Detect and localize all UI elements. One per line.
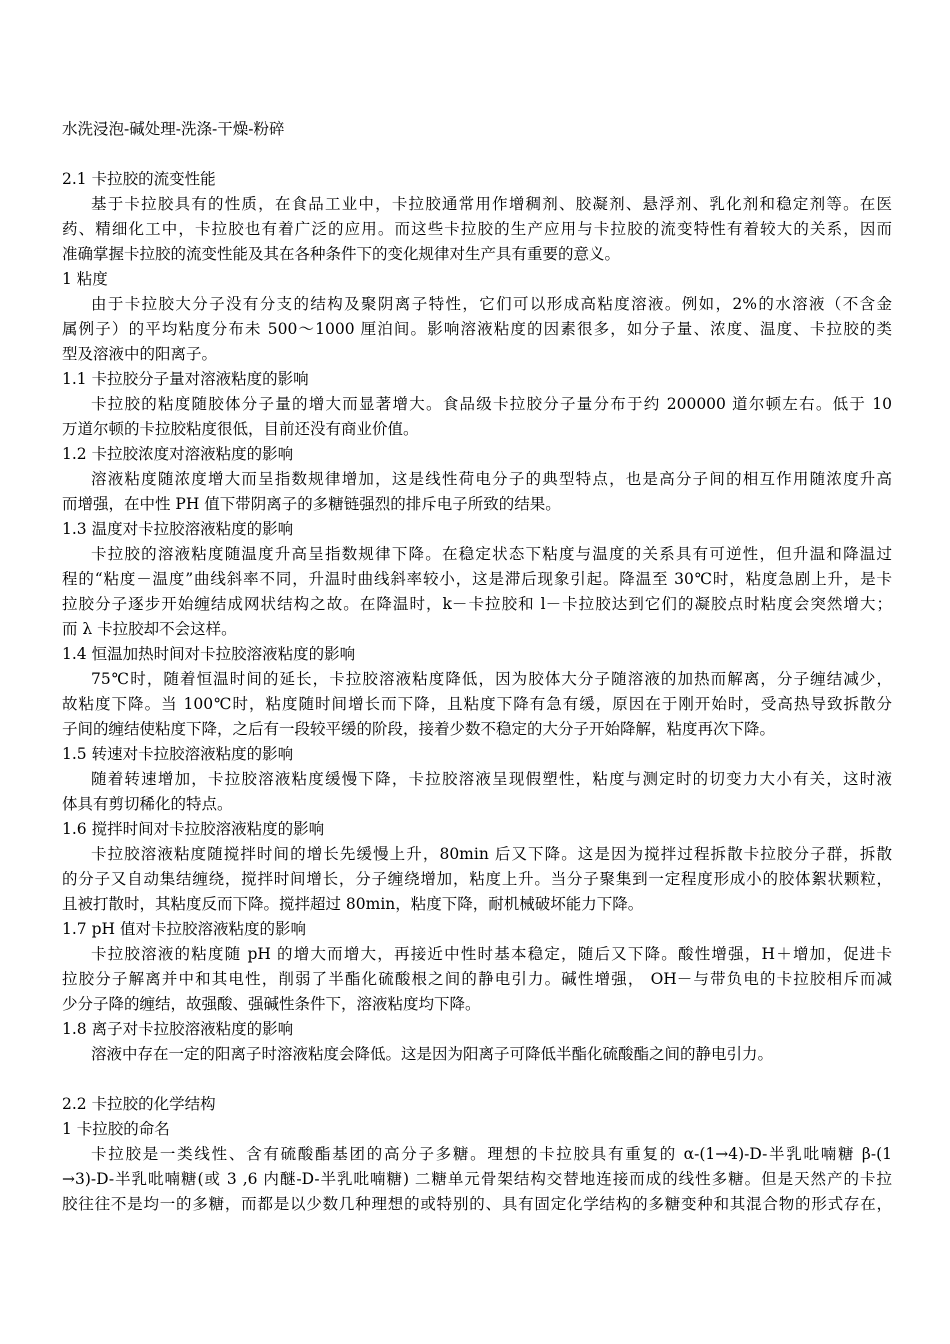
paragraph-line: 卡拉胶是一类线性、含有硫酸酯基团的高分子多糖。理想的卡拉胶具有重复的 α-(1→4)-D-半乳吡喃糖 β-(1: [91, 1145, 892, 1163]
paragraph-line: 而增强，在中性 PH 值下带阴离子的多糖链强烈的排斥电子所致的结果。: [62, 495, 561, 513]
paragraph-line: 子间的缠结使粘度下降，之后有一段较平缓的阶段，接着少数不稳定的大分子开始降解，粘度再次下降。: [62, 720, 776, 738]
subsection-heading: 1.3 温度对卡拉胶溶液粘度的影响: [62, 520, 294, 538]
paragraph-line: 程的“粘度－温度”曲线斜率不同，升温时曲线斜率较小，这是滞后现象引起。降温至 30℃时，粘度急剧上升，是卡: [62, 570, 892, 588]
subsection-heading: 1.6 搅拌时间对卡拉胶溶液粘度的影响: [62, 820, 325, 838]
subsection-heading: 1.1 卡拉胶分子量对溶液粘度的影响: [62, 370, 309, 388]
paragraph-line: 少分子降的缠结，故强酸、强碱性条件下，溶液粘度均下降。: [62, 995, 481, 1013]
paragraph-line: 拉胶分子解离并中和其电性，削弱了半酯化硫酸根之间的静电引力。碱性增强， OH－与带负电的卡拉胶相斥而减: [62, 970, 892, 988]
paragraph-line: 卡拉胶溶液的粘度随 pH 的增大而增大，再接近中性时基本稳定，随后又下降。酸性增强，H＋增加，促进卡: [91, 945, 892, 963]
paragraph-line: 故粘度下降。当 100℃时，粘度随时间增长而下降，且粘度下降有急有缓，原因在于刚开始时，受高热导致拆散分: [62, 695, 892, 713]
paragraph-line: 卡拉胶溶液粘度随搅拌时间的增长先缓慢上升，80min 后又下降。这是因为搅拌过程拆散卡拉胶分子群，拆散: [91, 845, 892, 863]
paragraph-line: 的分子又自动集结缠绕，搅拌时间增长，分子缠绕增加，粘度上升。当分子聚集到一定程度形成小的胶体絮状颗粒，: [62, 870, 892, 888]
paragraph-line: 型及溶液中的阳离子。: [62, 345, 218, 363]
subsection-heading: 1.4 恒温加热时间对卡拉胶溶液粘度的影响: [62, 645, 356, 663]
section-heading: 2.1 卡拉胶的流变性能: [62, 170, 216, 188]
paragraph-line: 拉胶分子逐步开始缠结成网状结构之故。在降温时，k－卡拉胶和 l－卡拉胶达到它们的凝胶点时粘度会突然增大；: [62, 595, 892, 613]
paragraph-line: 随着转速增加，卡拉胶溶液粘度缓慢下降，卡拉胶溶液呈现假塑性，粘度与测定时的切变力大小有关，这时液: [91, 770, 892, 788]
paragraph-line: 属例子）的平均粘度分布未 500～1000 厘泊间。影响溶液粘度的因素很多，如分子量、浓度、温度、卡拉胶的类: [62, 320, 892, 338]
subsection-heading: 1 粘度: [62, 270, 108, 288]
paragraph-line: 体具有剪切稀化的特点。: [62, 795, 233, 813]
subsection-heading: 1.5 转速对卡拉胶溶液粘度的影响: [62, 745, 294, 763]
paragraph-line: 基于卡拉胶具有的性质，在食品工业中，卡拉胶通常用作增稠剂、胶凝剂、悬浮剂、乳化剂和稳定剂等。在医: [91, 195, 892, 213]
paragraph-line: 胶往往不是均一的多糖，而都是以少数几种理想的或特别的、具有固定化学结构的多糖变种和其混合物的形式存在，: [62, 1195, 892, 1213]
section-heading: 2.2 卡拉胶的化学结构: [62, 1095, 216, 1113]
paragraph-line: 75℃时，随着恒温时间的延长，卡拉胶溶液粘度降低，因为胶体大分子随溶液的加热而解离，分子缠结减少，: [91, 670, 892, 688]
subsection-heading: 1.8 离子对卡拉胶溶液粘度的影响: [62, 1020, 294, 1038]
paragraph-line: →3)-D-半乳吡喃糖(或 3 ,6 内醚-D-半乳吡喃糖) 二糖单元骨架结构交替地连接而成的线性多糖。但是天然产的卡拉: [62, 1170, 892, 1188]
paragraph-line: 准确掌握卡拉胶的流变性能及其在各种条件下的变化规律对生产具有重要的意义。: [62, 245, 621, 263]
paragraph-line: 而 λ 卡拉胶却不会这样。: [62, 620, 237, 638]
paragraph-line: 且被打散时，其粘度反而下降。搅拌超过 80min，粘度下降，耐机械破坏能力下降。: [62, 895, 644, 913]
paragraph-line: 万道尔顿的卡拉胶粘度很低，目前还没有商业价值。: [62, 420, 419, 438]
subsection-heading: 1.7 pH 值对卡拉胶溶液粘度的影响: [62, 920, 306, 938]
subsection-heading: 1 卡拉胶的命名: [62, 1120, 170, 1138]
subsection-heading: 1.2 卡拉胶浓度对溶液粘度的影响: [62, 445, 294, 463]
paragraph-line: 药、精细化工中，卡拉胶也有着广泛的应用。而这些卡拉胶的生产应用与卡拉胶的流变特性有着较大的关系，因而: [62, 220, 892, 238]
paragraph-line: 溶液粘度随浓度增大而呈指数规律增加，这是线性荷电分子的典型特点，也是高分子间的相互作用随浓度升高: [91, 470, 892, 488]
paragraph-line: 溶液中存在一定的阳离子时溶液粘度会降低。这是因为阳离子可降低半酯化硫酸酯之间的静电引力。: [91, 1045, 774, 1063]
process-line: 水洗浸泡-碱处理-洗涤-干燥-粉碎: [62, 120, 285, 138]
paragraph-line: 卡拉胶的粘度随胶体分子量的增大而显著增大。食品级卡拉胶分子量分布于约 200000 道尔顿左右。低于 10: [91, 395, 892, 413]
paragraph-line: 由于卡拉胶大分子没有分支的结构及聚阴离子特性，它们可以形成高粘度溶液。例如，2%的水溶液（不含金: [91, 295, 892, 313]
paragraph-line: 卡拉胶的溶液粘度随温度升高呈指数规律下降。在稳定状态下粘度与温度的关系具有可逆性，但升温和降温过: [91, 545, 892, 563]
